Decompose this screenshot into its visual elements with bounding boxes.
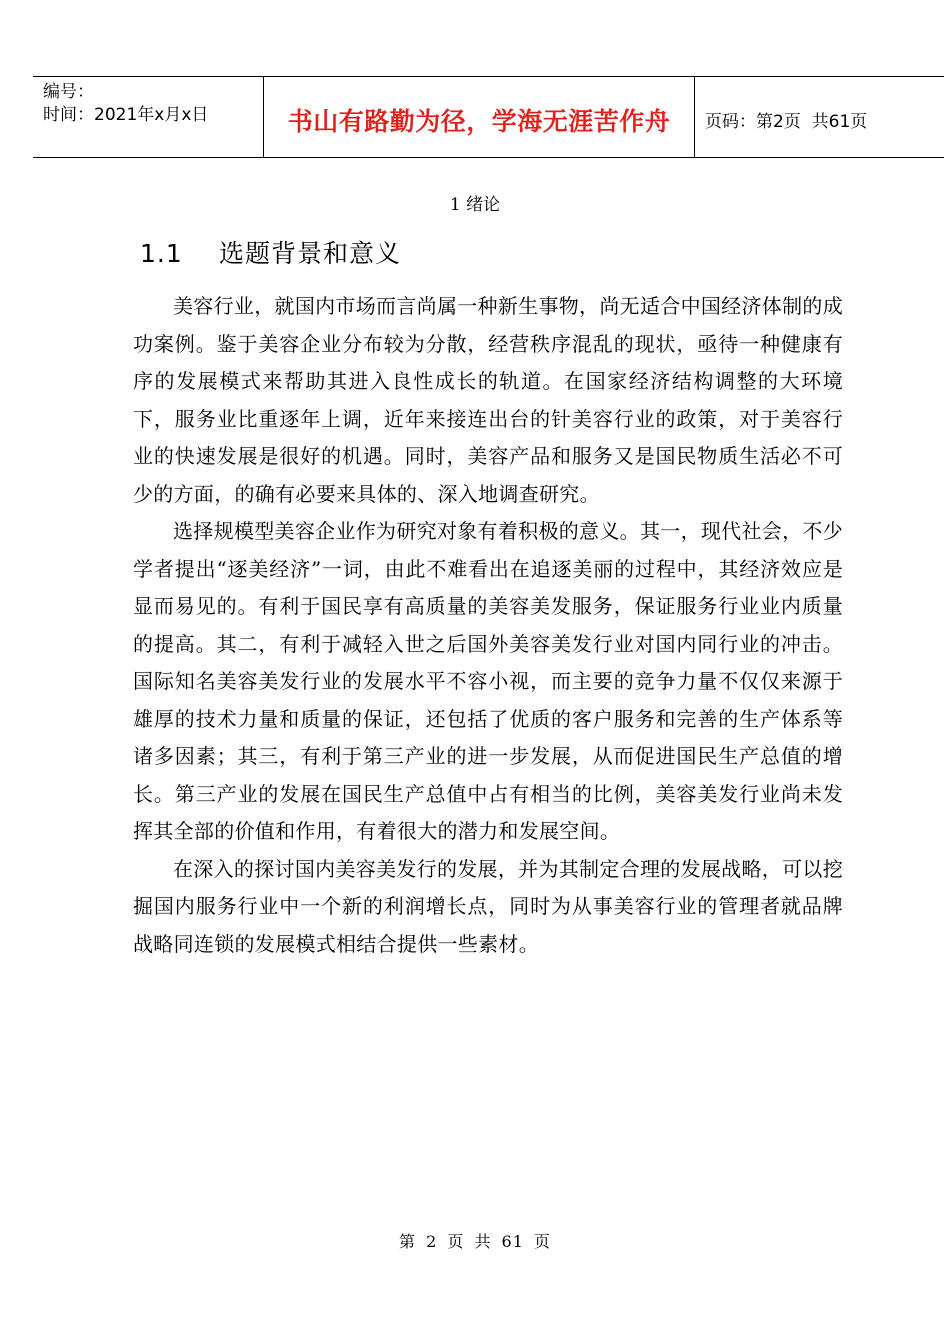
body-text <box>133 288 843 963</box>
section-number: 1.1 <box>140 239 183 268</box>
header-page-info <box>695 77 944 157</box>
section-heading <box>140 234 401 270</box>
chapter-title: 1 绪论 <box>449 195 501 215</box>
page-info-text: 页码：第2页 共61页 <box>705 111 868 132</box>
paragraph: 美容行业，就国内市场而言尚属一种新生事物，尚无适合中国经济体制的成功案例。鉴于美容企业分布较为分散，经营秩序混乱的现状，亟待一种健康有序的发展模式来帮助其进入良性成长的轨道。在国家经济结构调整的大环境下，服务业比重逐年上调，近年来接连出台的针美容行业的政策，对于美容行业的快速发展是很好的机遇。同时，美容产品和服务又是国民物质生活必不可少的方面，的确有必要来具体的、深入地调查研究。 <box>133 294 843 506</box>
page-footer: 第 2 页 共 61 页 <box>399 1232 551 1251</box>
header-meta <box>33 77 264 157</box>
code-label: 编号： <box>43 82 94 102</box>
paragraph: 选择规模型美容企业作为研究对象有着积极的意义。其一，现代社会，不少学者提出“逐美经济”一词，由此不难看出在追逐美丽的过程中，其经济效应是显而易见的。有利于国民享有高质量的美容美发服务，保证服务行业业内质量的提高。其二，有利于减轻入世之后国外美容美发行业对国内同行业的冲击。国际知名美容美发行业的发展水平不容小视，而主要的竞争力量不仅仅来源于雄厚的技术力量和质量的保证，还包括了优质的客户服务和完善的生产体系等诸多因素；其三，有利于第三产业的进一步发展，从而促进国民生产总值的增长。第三产业的发展在国民生产总值中占有相当的比例，美容美发行业尚未发挥其全部的价值和作用，有着很大的潜力和发展空间。 <box>133 519 843 843</box>
page-header <box>33 76 944 158</box>
section-title: 选题背景和意义 <box>218 239 401 268</box>
paragraph: 在深入的探讨国内美容美发行的发展，并为其制定合理的发展战略，可以挖掘国内服务行业中一个新的利润增长点，同时为从事美容行业的管理者就品牌战略同连锁的发展模式相结合提供一些素材。 <box>133 856 843 956</box>
time-label: 时间：2021年x月x日 <box>43 105 209 125</box>
header-motto: 书山有路勤为径，学海无涯苦作舟 <box>264 77 695 157</box>
